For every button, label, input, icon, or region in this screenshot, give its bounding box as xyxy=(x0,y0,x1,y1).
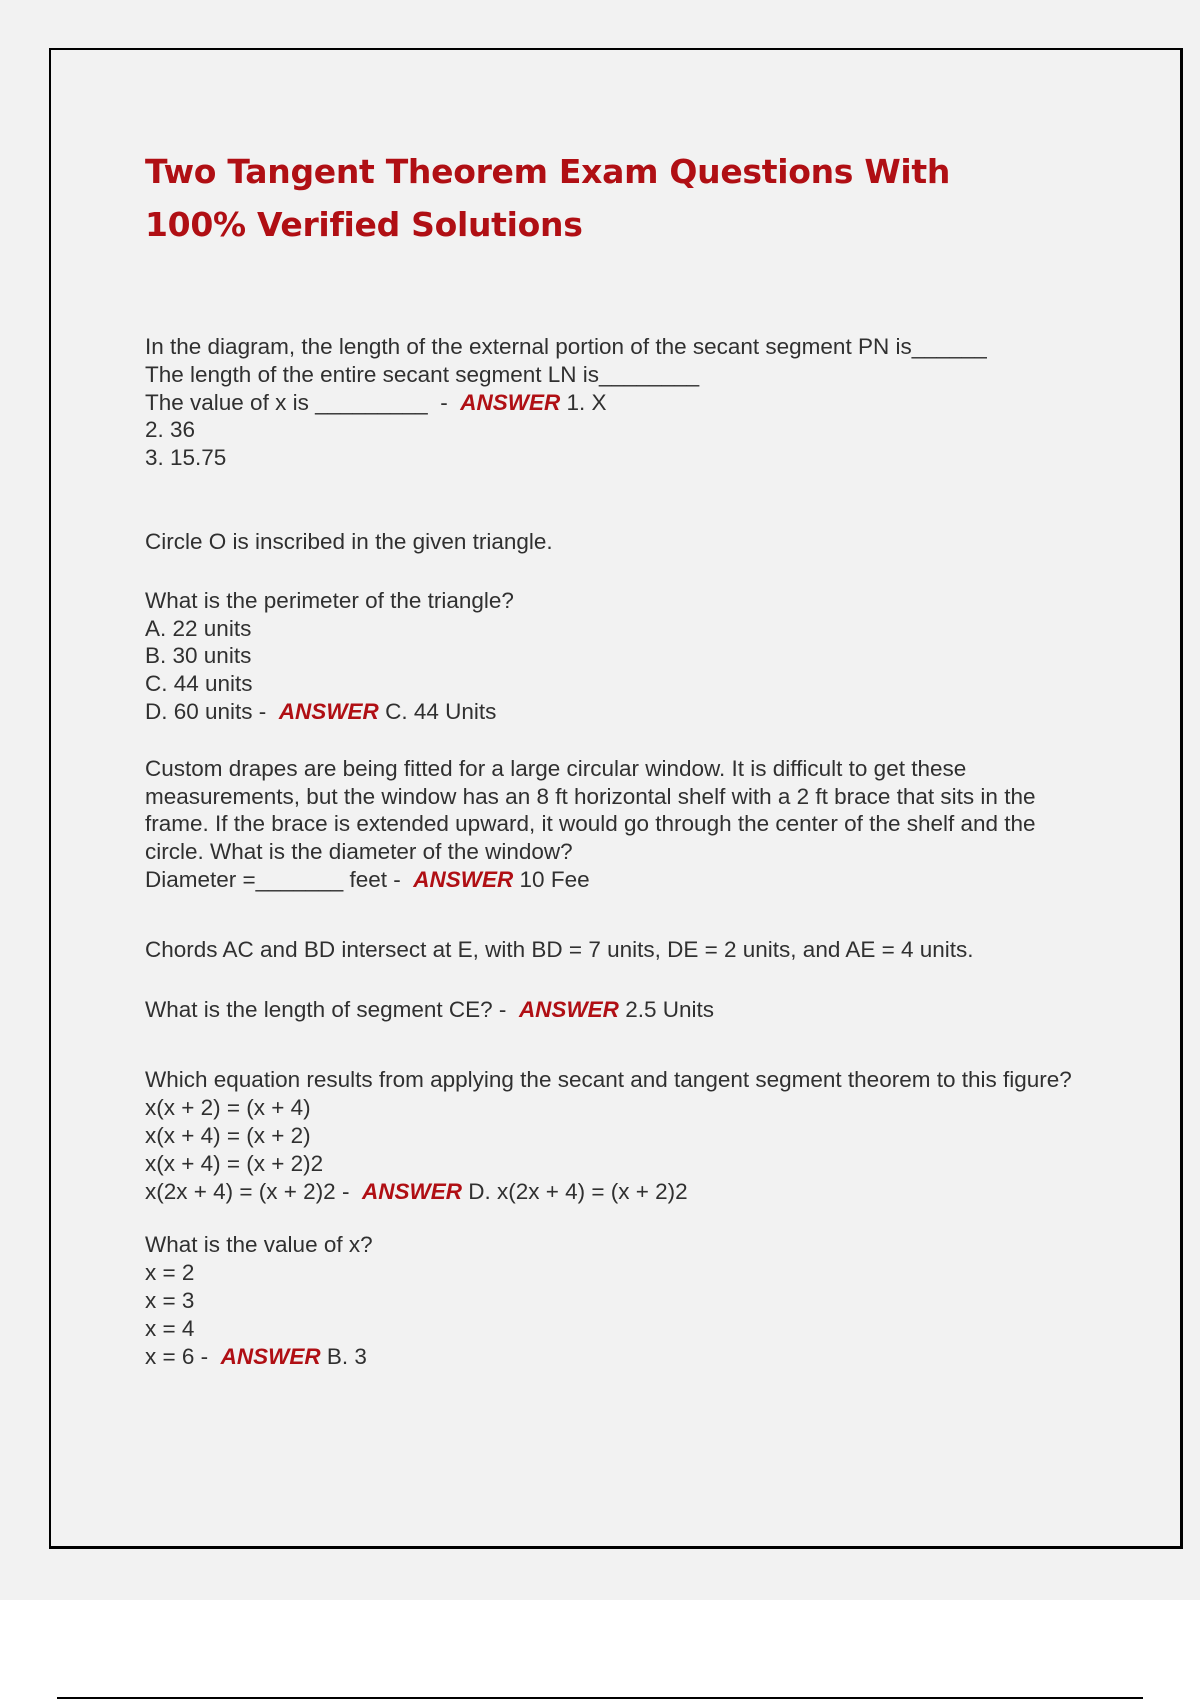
answer-label: ANSWER xyxy=(278,698,379,724)
question-4-answer-line xyxy=(145,996,1085,1024)
question-5 xyxy=(145,1066,1085,1205)
question-2 xyxy=(145,528,1085,726)
question-5-answer: D. x(2x + 4) = (x + 2)2 xyxy=(461,1178,688,1204)
question-1-answer: 1. X xyxy=(560,389,607,415)
question-2-option-a: A. 22 units xyxy=(145,615,252,641)
question-1-prompt: The value of x is _________ - xyxy=(145,389,461,415)
question-1-line-3 xyxy=(145,389,1085,417)
question-5-text: Which equation results from applying the secant and tangent segment theorem to this figure? xyxy=(145,1067,1072,1093)
question-4 xyxy=(145,936,1085,1024)
question-5-option-1: x(x + 2) = (x + 4) xyxy=(145,1095,311,1121)
question-6-option-2: x = 3 xyxy=(145,1287,195,1313)
question-2-option-d xyxy=(145,698,1085,726)
question-1-answer-3: 3. 15.75 xyxy=(145,445,227,471)
question-6-option-4-text: x = 6 - xyxy=(145,1343,221,1369)
question-6 xyxy=(145,1231,1085,1370)
question-3 xyxy=(145,755,1085,894)
question-list xyxy=(145,333,1085,1370)
question-2-option-c: C. 44 units xyxy=(145,671,253,697)
question-3-answer: 10 Fee xyxy=(513,866,590,892)
question-6-option-3: x = 4 xyxy=(145,1315,195,1341)
answer-label: ANSWER xyxy=(413,866,514,892)
answer-label: ANSWER xyxy=(220,1343,321,1369)
question-2-intro: Circle O is inscribed in the given triangle. xyxy=(145,528,553,554)
document-title: Two Tangent Theorem Exam Questions With 100% Verified Solutions xyxy=(145,152,951,244)
question-1-answer-2: 2. 36 xyxy=(145,417,196,443)
question-2-answer: C. 44 Units xyxy=(378,698,497,724)
question-6-answer: B. 3 xyxy=(320,1343,367,1369)
question-1-line-1: In the diagram, the length of the external portion of the secant segment PN is______ xyxy=(145,334,987,359)
answer-label: ANSWER xyxy=(361,1178,462,1204)
question-4-answer: 2.5 Units xyxy=(618,996,714,1022)
question-3-answer-line xyxy=(145,866,1085,894)
question-5-option-2: x(x + 4) = (x + 2) xyxy=(145,1122,311,1148)
question-2-prompt: What is the perimeter of the triangle? xyxy=(145,587,514,613)
question-1 xyxy=(145,333,1085,472)
question-4-intro: Chords AC and BD intersect at E, with BD = 7 units, DE = 2 units, and AE = 4 units. xyxy=(145,936,974,962)
question-3-text: Custom drapes are being fitted for a large circular window. It is difficult to get these measurements, but the window has an 8 ft horizontal shelf with a 2 ft brace that sits in the frame. If the brace is extended upward, it would go through the center of the shelf and the circle. What is the diameter of the window? xyxy=(145,755,1036,865)
footer-divider xyxy=(57,1697,1143,1699)
question-5-option-3: x(x + 4) = (x + 2)2 xyxy=(145,1150,324,1176)
question-5-option-4-text: x(2x + 4) = (x + 2)2 - xyxy=(145,1178,362,1204)
question-6-prompt: What is the value of x? xyxy=(145,1232,373,1258)
question-2-option-b: B. 30 units xyxy=(145,643,252,669)
question-6-option-1: x = 2 xyxy=(145,1260,195,1286)
question-3-prompt: Diameter =_______ feet - xyxy=(145,866,414,892)
question-5-option-4 xyxy=(145,1178,1085,1206)
question-2-option-d-text: D. 60 units - xyxy=(145,698,279,724)
answer-label: ANSWER xyxy=(460,389,561,415)
question-6-option-4 xyxy=(145,1343,1085,1371)
answer-label: ANSWER xyxy=(518,996,619,1022)
question-1-line-2: The length of the entire secant segment LN is________ xyxy=(145,361,700,387)
question-4-prompt: What is the length of segment CE? - xyxy=(145,996,519,1022)
